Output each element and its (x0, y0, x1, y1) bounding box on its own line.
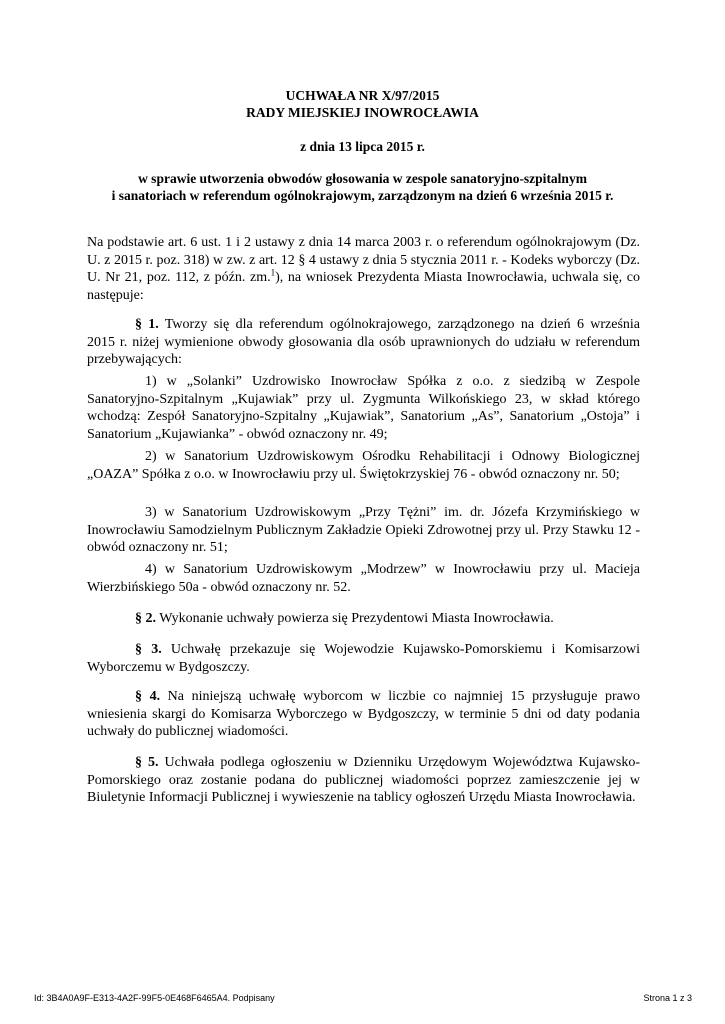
section-5 (87, 754, 640, 807)
section-3-mark: § 3. (135, 642, 162, 657)
footnote-marker: 1 (270, 267, 276, 278)
section-3-text: Uchwałę przekazuje się Wojewodzie Kujawsko-Pomorskiemu i Komisarzowi Wyborczemu w Bydgoszczy. (87, 642, 641, 675)
section-2-text: Wykonanie uchwały powierza się Prezydentowi Miasta Inowrocławia. (156, 611, 554, 626)
list-item: 1) w „Solanki” Uzdrowisko Inowrocław Spółka z o.o. z siedzibą w Zespole Sanatoryjno-Szpitalnym „Kujawiak” przy ul. Zygmunta Wilkońskiego 23, w skład którego wchodzą: Zespół Sanatoryjno-Szpitalny „Kujawiak”, Sanatorium „As”, Sanatorium „Ostoja” i Sanatorium „Kujawianka” - obwód oznaczony nr. 49; (87, 374, 640, 442)
section-5-mark: § 5. (135, 755, 159, 770)
list-item: 3) w Sanatorium Uzdrowiskowym „Przy Tężni” im. dr. Józefa Krzymińskiego w Inowrocławiu Samodzielnym Publicznym Zakładzie Opieki Zdrowotnej przy ul. Przy Stawku 12 - obwód oznaczony nr. 51; (87, 505, 640, 555)
section-1-text: Tworzy się dla referendum ogólnokrajowego, zarządzonego na dzień 6 września 2015 r. niżej wymienione obwody głosowania dla osób uprawnionych do udziału w referendum przebywających: (87, 317, 640, 367)
section-1-mark: § 1. (135, 317, 159, 332)
section-1 (87, 316, 640, 369)
resolution-number: UCHWAŁA NR X/97/2015 (285, 88, 440, 103)
preamble-text-end: ), na wniosek Prezydenta Miasta Inowrocławia, uchwala się, co następuje: (87, 270, 640, 303)
list-item: 4) w Sanatorium Uzdrowiskowym „Modrzew” w Inowrocławiu przy ul. Macieja Wierzbińskiego 50a - obwód oznaczony nr. 52. (87, 562, 640, 595)
subject-line-2: i sanatoriach w referendum ogólnokrajowym, zarządzonym na dzień 6 września 2015 r. (111, 188, 614, 203)
section-4-mark: § 4. (135, 689, 161, 704)
section-2-mark: § 2. (135, 611, 156, 626)
council-name: RADY MIEJSKIEJ INOWROCŁAWIA (246, 105, 479, 120)
resolution-date: z dnia 13 lipca 2015 r. (300, 139, 425, 154)
section-4 (87, 688, 640, 741)
subject-line-1: w sprawie utworzenia obwodów głosowania w zespole sanatoryjno-szpitalnym (138, 171, 587, 186)
preamble (87, 234, 640, 304)
document-id: Id: 3B4A0A9F-E313-4A2F-99F5-0E468F6465A4. Podpisany (34, 993, 275, 1003)
list-item: 2) w Sanatorium Uzdrowiskowym Ośrodku Rehabilitacji i Odnowy Biologicznej „OAZA” Spółka z o.o. w Inowrocławiu przy ul. Świętokrzyskiej 76 - obwód oznaczony nr. 50; (87, 449, 640, 482)
section-3 (87, 641, 640, 676)
section-5-text: Uchwała podlega ogłoszeniu w Dzienniku Urzędowym Województwa Kujawsko-Pomorskiego oraz zostanie podana do publicznej wiadomości poprzez zamieszczenie jej w Biuletynie Informacji Publicznej i wywieszenie na tablicy ogłoszeń Urzędu Miasta Inowrocławia. (87, 755, 640, 805)
section-4-text: Na niniejszą uchwałę wyborcom w liczbie co najmniej 15 przysługuje prawo wniesienia skargi do Komisarza Wyborczego w Bydgoszczy, w terminie 5 dni od daty podania uchwały do publicznej wiadomości. (87, 689, 641, 739)
page-number: Strona 1 z 3 (643, 993, 692, 1003)
section-2 (87, 610, 640, 628)
preamble-text: Na podstawie art. 6 ust. 1 i 2 ustawy z dnia 14 marca 2003 r. o referendum ogólnokrajowym (Dz. U. z 2015 r. poz. 318) w zw. z art. 12 § 4 ustawy z dnia 5 stycznia 2011 r. - Kodeks wyborczy (Dz. U. Nr 21, poz. 112, z późn. zm. (87, 235, 640, 285)
